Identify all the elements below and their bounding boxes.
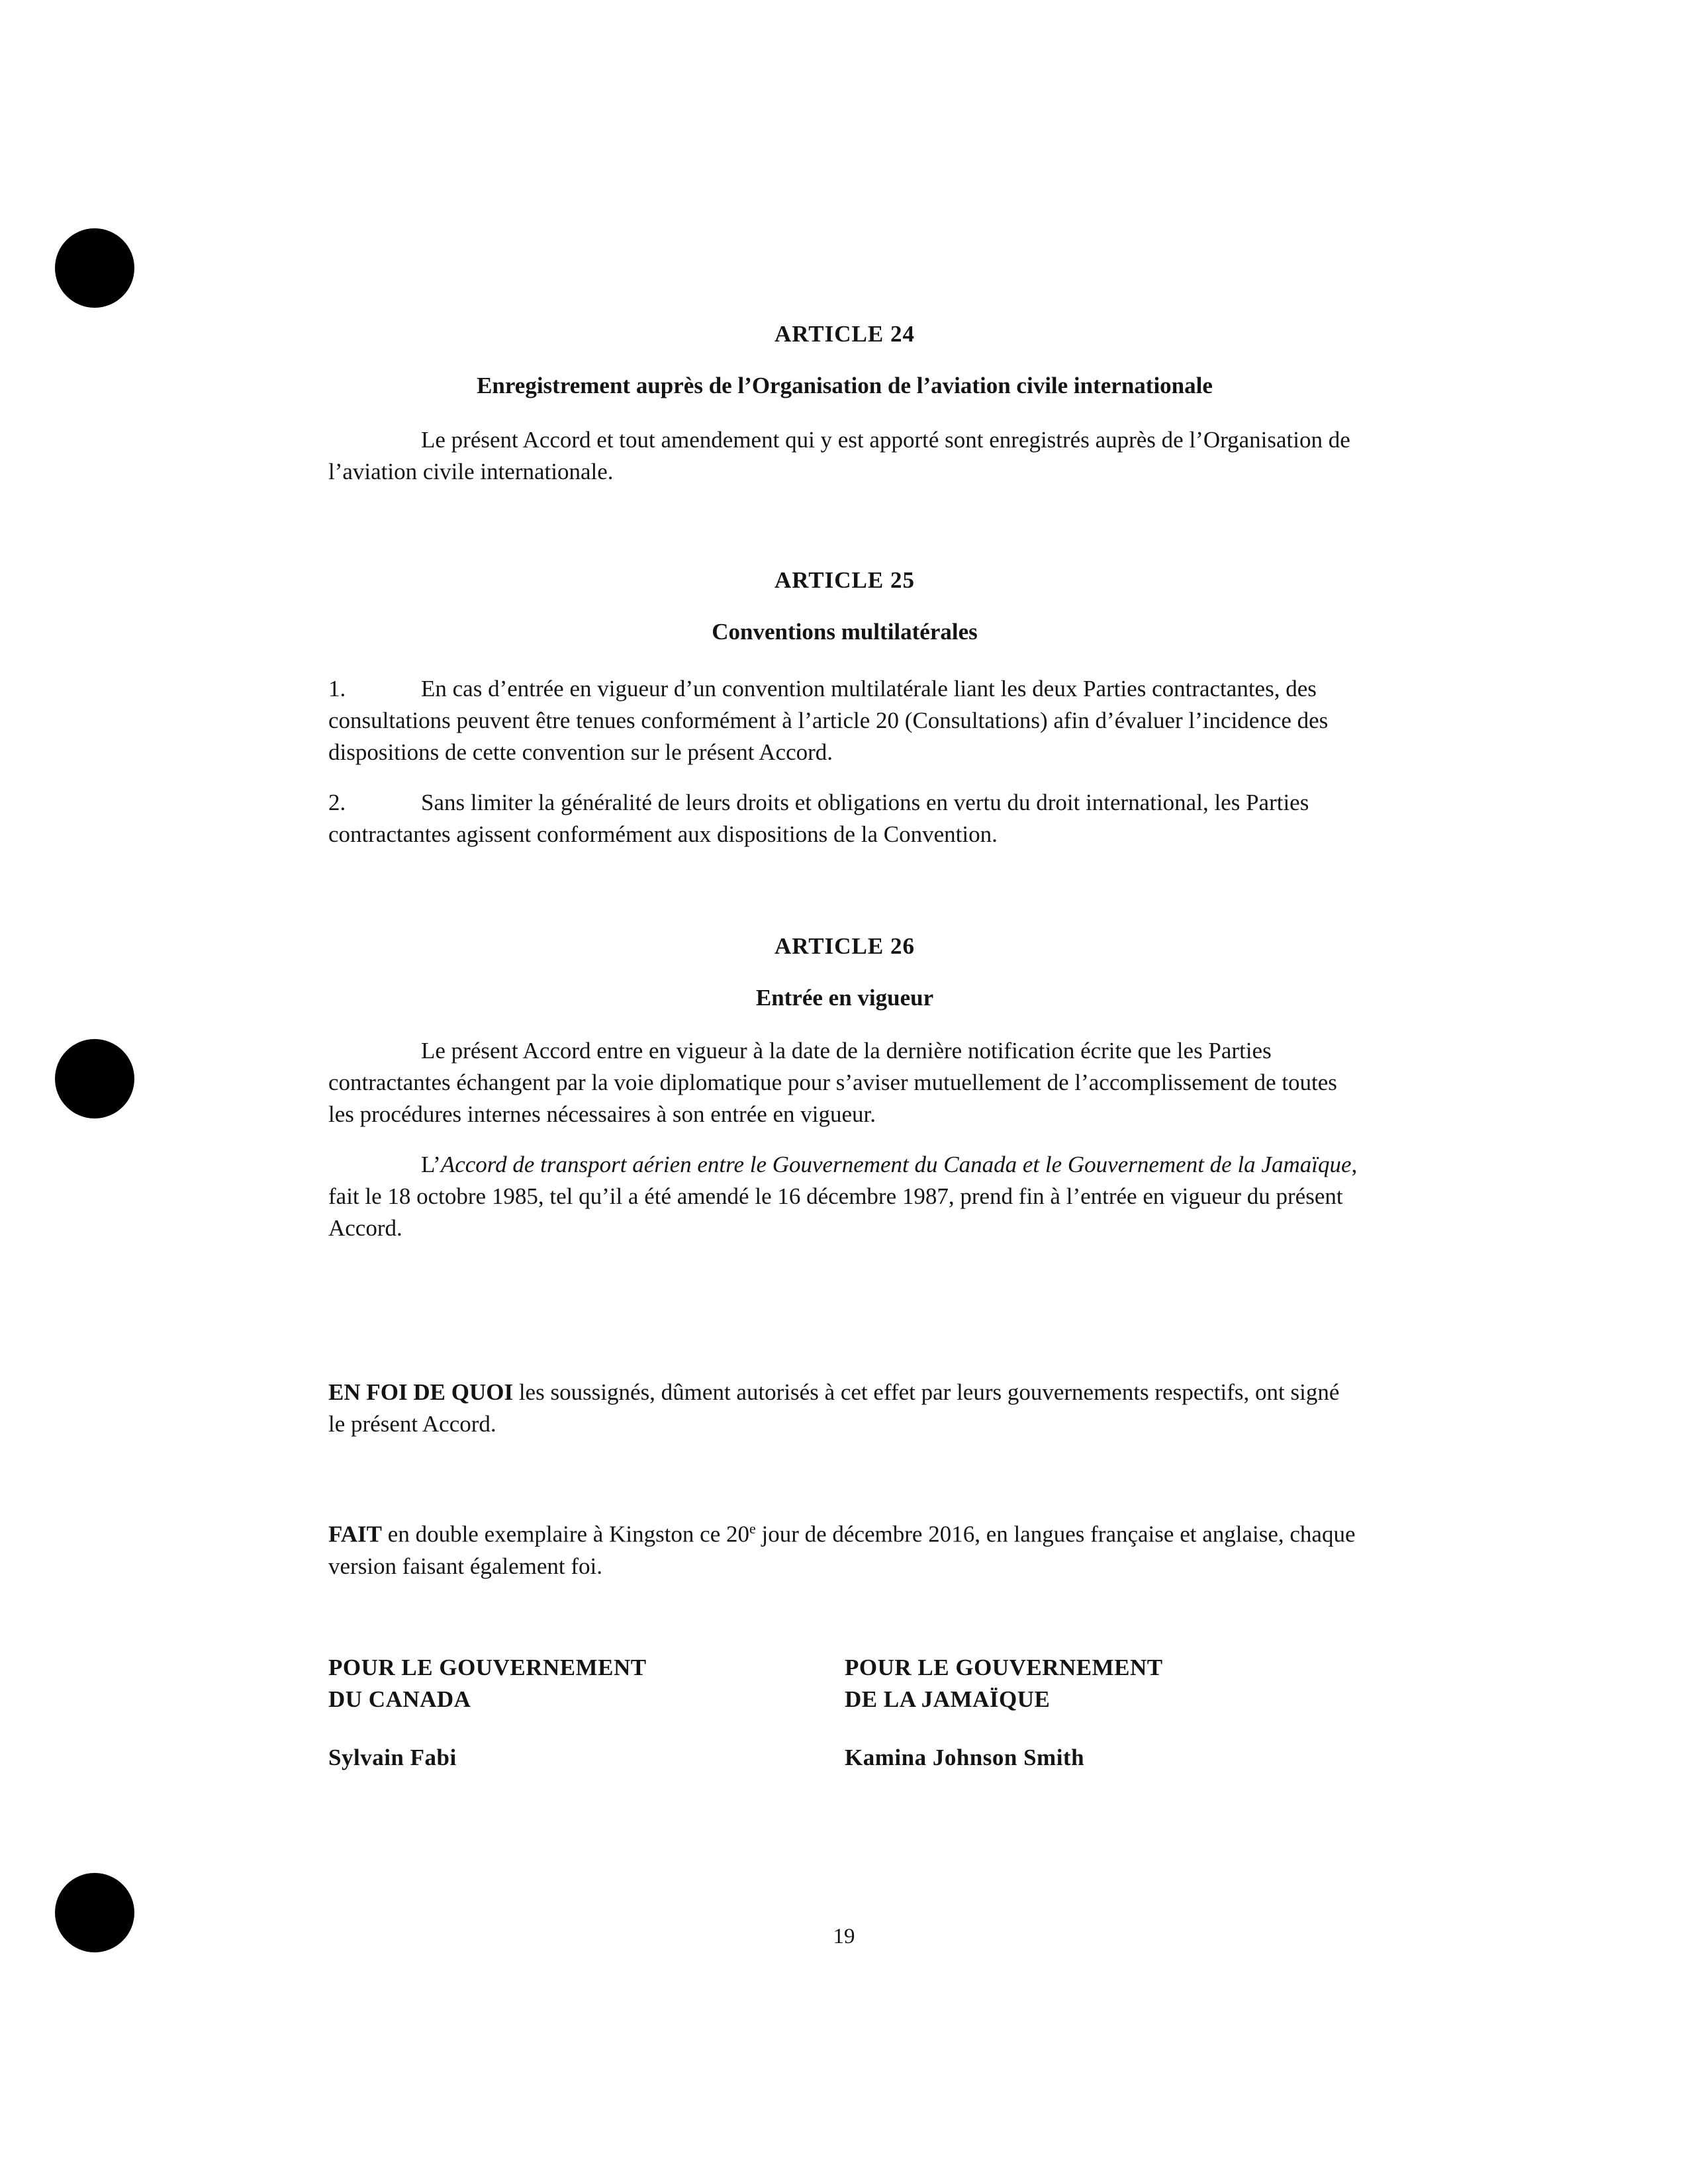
- article-heading: ARTICLE 25: [774, 567, 915, 593]
- punch-hole-top: [55, 228, 134, 308]
- done-clause: [328, 1513, 1361, 1582]
- signatory-line-1: POUR LE GOUVERNEMENT: [845, 1654, 1163, 1680]
- paragraph-number: 2.: [328, 790, 346, 815]
- termination-prefix: L’: [421, 1152, 441, 1177]
- article-25: [328, 567, 1361, 850]
- signatory-name: Kamina Johnson Smith: [845, 1744, 1085, 1770]
- termination-text: , fait le 18 octobre 1985, tel qu’il a été amendé le 16 décembre 1987, prend fin à l’entrée en vigueur du présent Accord.: [328, 1152, 1358, 1241]
- numbered-paragraph-1: [328, 673, 1361, 768]
- witness-clause: [328, 1377, 1361, 1440]
- page-number: 19: [833, 1925, 855, 1948]
- paragraph-number: 1.: [328, 676, 346, 702]
- witness-lead: EN FOI DE QUOI: [328, 1379, 514, 1405]
- punch-hole-middle: [55, 1039, 134, 1118]
- article-title: Conventions multilatérales: [712, 619, 978, 645]
- document-body: [328, 321, 1361, 1774]
- article-heading: ARTICLE 24: [774, 321, 915, 347]
- signatory-line-2: DU CANADA: [328, 1686, 471, 1712]
- article-title: Enregistrement auprès de l’Organisation de l’aviation civile internationale: [477, 373, 1213, 398]
- article-24: [328, 321, 1361, 488]
- signatory-line-2: DE LA JAMAÏQUE: [845, 1686, 1051, 1712]
- article-26: [328, 933, 1361, 1244]
- done-text-end: jour de décembre 2016, en langues française et anglaise, chaque version faisant également foi.: [328, 1521, 1356, 1579]
- numbered-paragraph-2: [328, 787, 1361, 850]
- done-text-start: en double exemplaire à Kingston ce 20: [382, 1521, 749, 1547]
- done-lead: FAIT: [328, 1521, 383, 1547]
- termination-paragraph: [328, 1149, 1361, 1244]
- signatory-line-1: POUR LE GOUVERNEMENT: [328, 1654, 647, 1680]
- article-heading: ARTICLE 26: [774, 933, 915, 959]
- prior-agreement-title: Accord de transport aérien entre le Gouvernement du Canada et le Gouvernement de la Jamaïque: [440, 1152, 1352, 1177]
- signatory-name: Sylvain Fabi: [328, 1744, 457, 1770]
- witness-text: les soussignés, dûment autorisés à cet effet par leurs gouvernements respectifs, ont signé le présent Accord.: [328, 1379, 1340, 1437]
- paragraph-text: Sans limiter la généralité de leurs droits et obligations en vertu du droit international, les Parties contractantes agissent conformément aux dispositions de la Convention.: [328, 790, 1309, 847]
- article-paragraph: Le présent Accord entre en vigueur à la date de la dernière notification écrite que les Parties contractantes échangent par la voie diplomatique pour s’aviser mutuellement de l’accomplissement de toutes les procédures internes nécessaires à son entrée en vigueur.: [328, 1038, 1337, 1127]
- signature-jamaica: [845, 1652, 1361, 1774]
- signature-canada: [328, 1652, 845, 1774]
- paragraph-text: En cas d’entrée en vigueur d’un convention multilatérale liant les deux Parties contractantes, des consultations peuvent être tenues conformément à l’article 20 (Consultations) afin d’évaluer l’incidence des dispositions de cette convention sur le présent Accord.: [328, 676, 1329, 765]
- article-title: Entrée en vigueur: [755, 985, 934, 1011]
- ordinal-superscript: e: [749, 1520, 756, 1537]
- article-paragraph: Le présent Accord et tout amendement qui y est apporté sont enregistrés auprès de l’Organisation de l’aviation civile internationale.: [328, 427, 1350, 484]
- signature-block: [328, 1652, 1361, 1774]
